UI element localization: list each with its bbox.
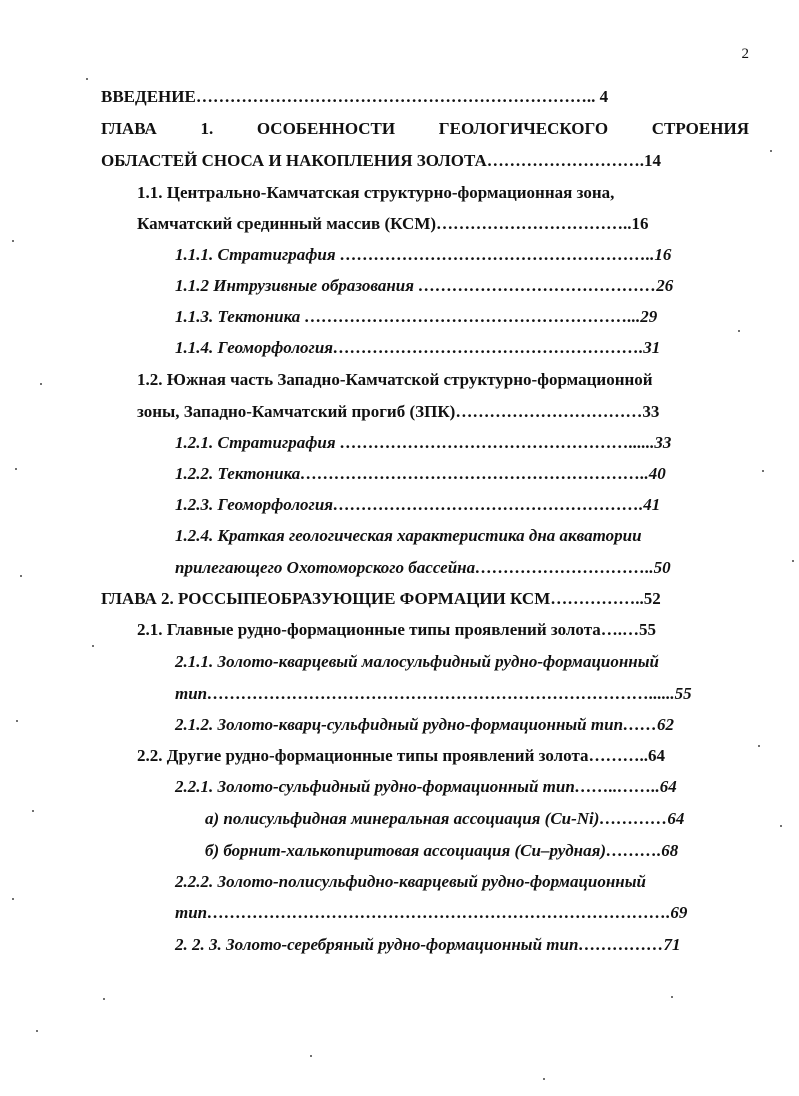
toc-section-2-2-2-continuation[interactable]: тип……………………………………………………………………….69: [175, 903, 688, 922]
scan-speck: [103, 998, 105, 1000]
toc-section-2-1-1[interactable]: 2.1.1. Золото-кварцевый малосульфидный рудно-формационный: [175, 652, 659, 671]
toc-introduction[interactable]: ВВЕДЕНИЕ…………………………………………………………….. 4: [101, 87, 609, 106]
scan-speck: [40, 383, 42, 385]
toc-chapter-1-word: ОСОБЕННОСТИ: [256, 119, 396, 138]
toc-section-1-1-1[interactable]: 1.1.1. Стратиграфия ………………………………………………..16: [175, 245, 672, 264]
toc-chapter-1-word: ГЛАВА: [101, 119, 157, 138]
scan-speck: [15, 468, 17, 470]
toc-section-2-1-2[interactable]: 2.1.2. Золото-кварц-сульфидный рудно-формационный тип……62: [175, 715, 675, 734]
scan-speck: [310, 1055, 312, 1057]
scan-speck: [86, 78, 88, 80]
toc-section-2-2-2[interactable]: 2.2.2. Золото-полисульфидно-кварцевый рудно-формационный: [175, 872, 646, 891]
scan-speck: [780, 825, 782, 827]
scan-speck: [770, 150, 772, 152]
toc-section-1-2-2[interactable]: 1.2.2. Тектоника……………………………………………………..40: [175, 464, 666, 483]
scan-speck: [543, 1078, 545, 1080]
toc-chapter-1-word: ГЕОЛОГИЧЕСКОГО: [438, 119, 609, 138]
toc-section-1-2-continuation[interactable]: зоны, Западно-Камчатский прогиб (ЗПК)……………………………33: [137, 402, 660, 421]
toc-section-1-2-3[interactable]: 1.2.3. Геоморфология……………………………………………….41: [175, 495, 661, 514]
toc-section-1-2-1[interactable]: 1.2.1. Стратиграфия ……………………………………………......33: [175, 433, 672, 452]
scan-speck: [758, 745, 760, 747]
scan-speck: [762, 470, 764, 472]
toc-chapter-1-word: 1.: [200, 119, 214, 138]
toc-section-1-1[interactable]: 1.1. Центрально-Камчатская структурно-формационная зона,: [137, 183, 615, 202]
toc-section-2-2[interactable]: 2.2. Другие рудно-формационные типы проявлений золота………..64: [137, 746, 666, 765]
scan-speck: [36, 1030, 38, 1032]
toc-section-1-1-2[interactable]: 1.1.2 Интрузивные образования ……………………………………26: [175, 276, 674, 295]
scan-speck: [32, 810, 34, 812]
toc-section-2-2-1[interactable]: 2.2.1. Золото-сульфидный рудно-формационный тип……..……..64: [175, 777, 677, 796]
toc-section-2-2-3[interactable]: 2. 2. 3. Золото-серебряный рудно-формационный тип……………71: [175, 935, 681, 954]
scan-speck: [12, 898, 14, 900]
scan-speck: [12, 240, 14, 242]
toc-section-1-2-4[interactable]: 1.2.4. Краткая геологическая характеристика дна акватории: [175, 526, 642, 545]
scan-speck: [738, 330, 740, 332]
toc-section-1-1-3[interactable]: 1.1.3. Тектоника …………………………………………………...29: [175, 307, 658, 326]
toc-chapter-1-continuation[interactable]: ОБЛАСТЕЙ СНОСА И НАКОПЛЕНИЯ ЗОЛОТА……………………….14: [101, 151, 662, 170]
scan-speck: [792, 560, 794, 562]
scan-speck: [92, 645, 94, 647]
toc-chapter-1-title[interactable]: [101, 118, 749, 140]
scan-speck: [671, 996, 673, 998]
page-number: 2: [741, 46, 749, 62]
toc-section-2-1[interactable]: 2.1. Главные рудно-формационные типы проявлений золота….…55: [137, 620, 657, 639]
toc-chapter-2-title[interactable]: ГЛАВА 2. РОССЫПЕОБРАЗУЮЩИЕ ФОРМАЦИИ КСМ……………..52: [101, 589, 661, 608]
toc-section-1-1-4[interactable]: 1.1.4. Геоморфология……………………………………………….31: [175, 338, 661, 357]
toc-section-1-2-4-continuation[interactable]: прилегающего Охотоморского бассейна…………………………..50: [175, 558, 671, 577]
toc-section-1-1-continuation[interactable]: Камчатский срединный массив (КСМ)……………………………..16: [137, 214, 649, 233]
scan-speck: [20, 575, 22, 577]
toc-section-2-2-1-b[interactable]: б) борнит-халькопиритовая ассоциация (Cu–рудная)……….68: [205, 841, 679, 860]
toc-section-1-2[interactable]: 1.2. Южная часть Западно-Камчатской структурно-формационной: [137, 370, 653, 389]
scan-speck: [16, 720, 18, 722]
toc-section-2-1-1-continuation[interactable]: тип……………………………………………………………………......55: [175, 684, 692, 703]
toc-chapter-1-word: СТРОЕНИЯ: [651, 119, 749, 138]
toc-section-2-2-1-a[interactable]: а) полисульфидная минеральная ассоциация (Cu-Ni)…………64: [205, 809, 685, 828]
